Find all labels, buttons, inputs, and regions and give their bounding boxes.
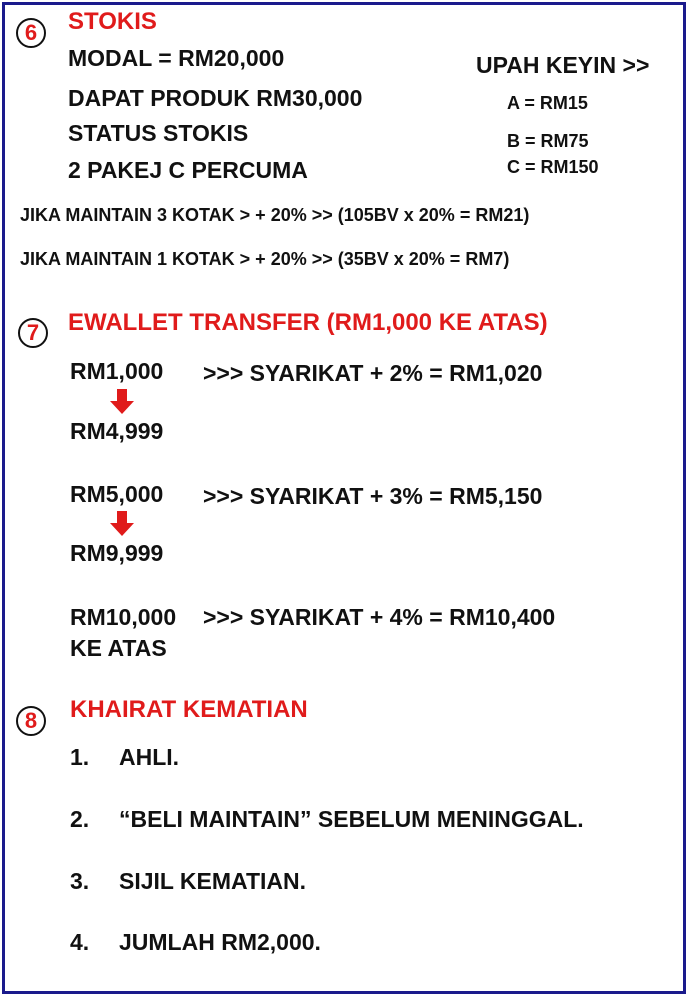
tier-3-from: RM10,000: [70, 604, 177, 630]
section-7-number: 7: [18, 318, 48, 348]
tier-1-from: RM1,000: [70, 358, 164, 384]
upah-keyin-title: UPAH KEYIN >>: [476, 52, 650, 78]
khairat-item-3-text: SIJIL KEMATIAN.: [119, 868, 306, 894]
stokis-line-status: STATUS STOKIS: [68, 120, 249, 146]
tier-1-to: RM4,999: [70, 418, 164, 444]
upah-item-a: A = RM15: [507, 93, 588, 113]
khairat-item-2-text: “BELI MAINTAIN” SEBELUM MENINGGAL.: [119, 806, 584, 832]
upah-item-b: B = RM75: [507, 131, 589, 151]
khairat-item-3-num: 3.: [70, 868, 90, 894]
khairat-item-4-num: 4.: [70, 929, 90, 955]
stokis-line-modal: MODAL = RM20,000: [68, 45, 285, 71]
section-7-title: EWALLET TRANSFER (RM1,000 KE ATAS): [68, 309, 548, 336]
maintain-3-kotak: JIKA MAINTAIN 3 KOTAK > + 20% >> (105BV x 20% = RM21): [20, 205, 530, 225]
tier-1-rate: >>> SYARIKAT + 2% = RM1,020: [203, 360, 543, 386]
khairat-item-2-num: 2.: [70, 806, 90, 832]
tier-2-from: RM5,000: [70, 481, 164, 507]
upah-item-c: C = RM150: [507, 157, 599, 177]
down-arrow-icon: [109, 511, 135, 537]
section-8-title: KHAIRAT KEMATIAN: [70, 696, 308, 723]
section-6-title: STOKIS: [68, 8, 157, 35]
maintain-1-kotak: JIKA MAINTAIN 1 KOTAK > + 20% >> (35BV x 20% = RM7): [20, 249, 510, 269]
section-8-number: 8: [16, 706, 46, 736]
down-arrow-icon: [109, 389, 135, 415]
section-6-number: 6: [16, 18, 46, 48]
khairat-item-1-text: AHLI.: [119, 744, 180, 770]
khairat-item-1-num: 1.: [70, 744, 90, 770]
tier-3-to: KE ATAS: [70, 635, 167, 661]
khairat-item-4-text: JUMLAH RM2,000.: [119, 929, 321, 955]
tier-2-to: RM9,999: [70, 540, 164, 566]
stokis-line-produk: DAPAT PRODUK RM30,000: [68, 85, 363, 111]
stokis-line-pakej: 2 PAKEJ C PERCUMA: [68, 157, 308, 183]
tier-3-rate: >>> SYARIKAT + 4% = RM10,400: [203, 604, 556, 630]
tier-2-rate: >>> SYARIKAT + 3% = RM5,150: [203, 483, 543, 509]
